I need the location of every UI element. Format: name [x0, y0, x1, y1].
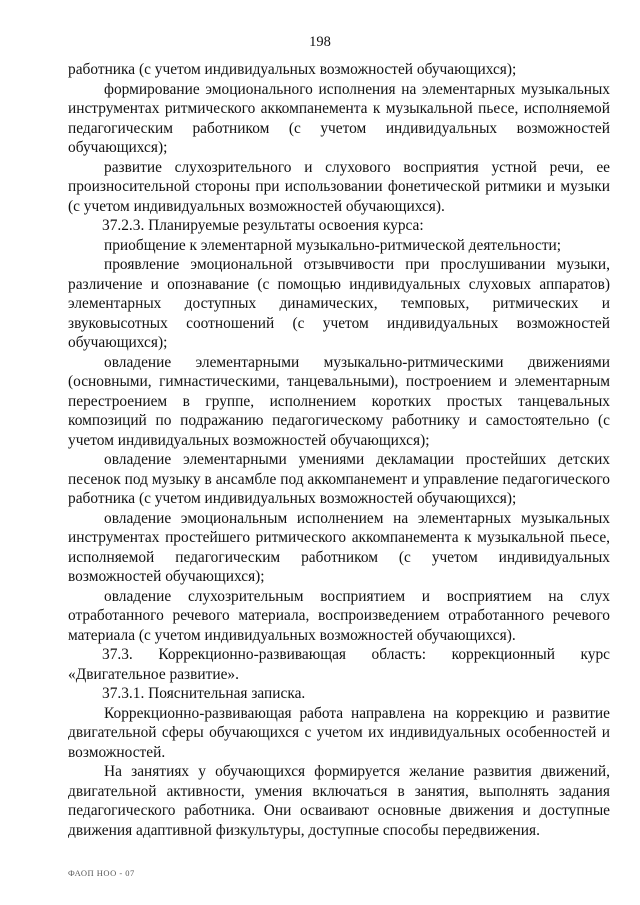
paragraph-emotional-performance: формирование эмоционального исполнения на элементарных музыкальных инструментах ритмического аккомпанемента к музыкальной пьесе, исполняемой педагогическим работником (с учетом индивидуальных возможностей обучающихся); — [68, 80, 610, 156]
paragraph-correction-work: Коррекционно-развивающая работа направлена на коррекцию и развитие двигательной сферы обучающихся с учетом их индивидуальных особенностей и возможностей. — [68, 704, 610, 761]
paragraph-auditory-visual-perception: овладение слухозрительным восприятием и восприятием на слух отработанного речевого материала, воспроизведением отработанного речевого материала (с учетом индивидуальных возможностей обучающихся). — [68, 587, 610, 644]
document-footer: ФАОП НОО - 07 — [68, 868, 135, 878]
paragraph-speech-perception: развитие слухозрительного и слухового восприятия устной речи, ее произносительной стороны при использовании фонетической ритмики и музыки (с учетом индивидуальных возможностей обучающихся). — [68, 158, 610, 215]
section-heading-motor-development: 37.3. Коррекционно-развивающая область: коррекционный курс «Двигательное развитие». — [68, 646, 610, 683]
paragraph-continuation: работника (с учетом индивидуальных возможностей обучающихся); — [68, 61, 517, 78]
paragraph-lessons: На занятиях у обучающихся формируется желание развития движений, двигательной активности, умения включаться в занятия, выполнять задания педагогического работника. Они осваивают основные движения и доступные движения адаптивной физкультуры, доступные способы передвижения. — [68, 763, 610, 839]
paragraph-instrument-performance: овладение эмоциональным исполнением на элементарных музыкальных инструментах простейшего ритмического аккомпанемента к музыкальной пьесе, исполняемой педагогическим работником (с учетом индивидуальных возможностей обучающихся); — [68, 509, 610, 585]
paragraph-declamation-skills: овладение элементарными умениями декламации простейших детских песенок под музыку в ансамбле под аккомпанемент и управление педагогического работника (с учетом индивидуальных возможностей обучающихся); — [68, 451, 610, 507]
document-body — [68, 60, 610, 840]
section-heading-explanatory-note: 37.3.1. Пояснительная записка. — [102, 685, 306, 702]
section-heading-planned-results: 37.2.3. Планируемые результаты освоения курса: — [102, 217, 424, 234]
page-number: 198 — [309, 34, 331, 50]
paragraph-emotional-responsiveness: проявление эмоциональной отзывчивости при прослушивании музыки, различение и опознавание (с помощью индивидуальных слуховых аппаратов) элементарных доступных динамических, темповых, ритмических и звуковысотных соотношений (с учетом индивидуальных возможностей обучающихся); — [68, 256, 610, 351]
paragraph-introduction-activity: приобщение к элементарной музыкально-ритмической деятельности; — [104, 236, 562, 254]
paragraph-rhythmic-movements: овладение элементарными музыкально-ритмическими движениями (основными, гимнастическими, танцевальными), построением и элементарным перестроением в группе, исполнением коротких простых танцевальных композиций по подражанию педагогическому работнику и самостоятельно (с учетом индивидуальных возможностей обучающихся); — [68, 353, 610, 449]
